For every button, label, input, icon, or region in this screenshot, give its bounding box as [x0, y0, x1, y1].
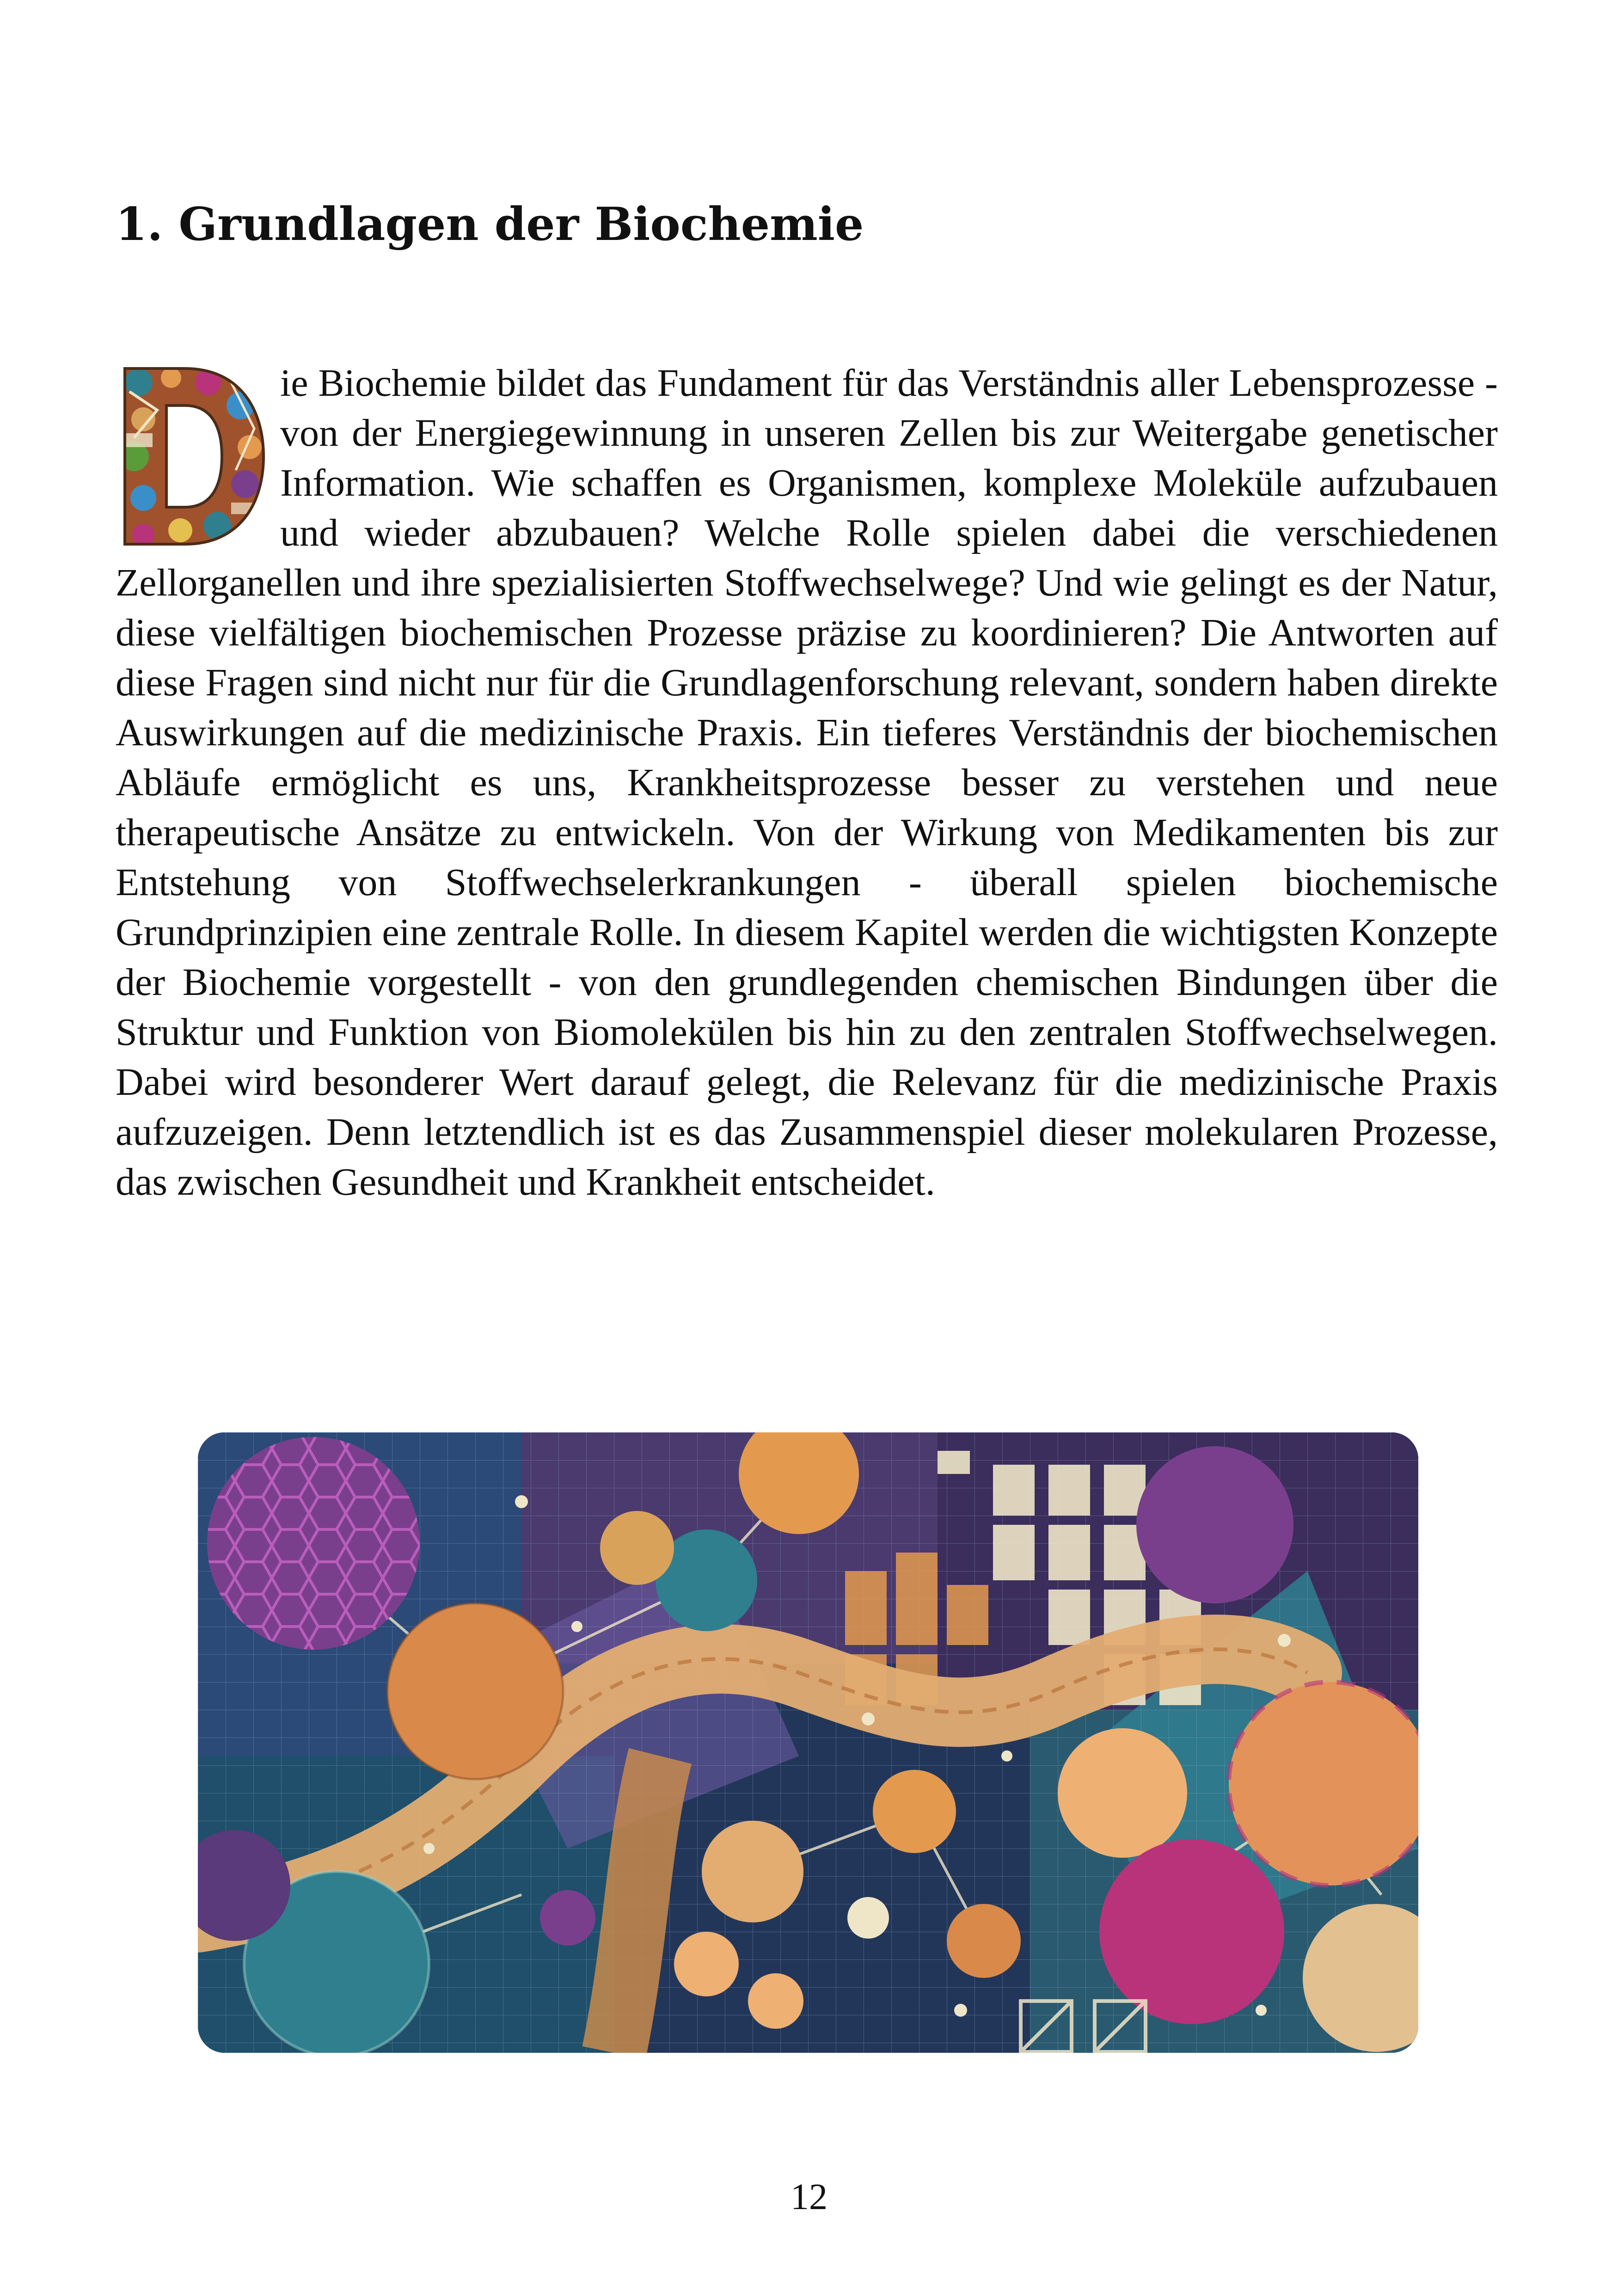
page-number: 12: [791, 2177, 827, 2217]
body-paragraph: [116, 358, 1498, 1207]
chapter-title: 1. Grundlagen der Biochemie: [116, 198, 864, 251]
paragraph-text: ie Biochemie bildet das Fundament für das Verständnis aller Lebensprozesse - von der Energiegewinnung in unseren Zellen bis zur Weitergabe genetischer Information. Wie schaffen es Organismen, komplexe Moleküle aufzubauen und wieder abzubauen? Welche Rolle spielen dabei die verschiedenen Zellorganellen und ihre spezialisierten Stoffwechselwege? Und wie gelingt es der Natur, diese vielfältigen biochemischen Prozesse präzise zu koordinieren? Die Antworten auf diese Fragen sind nicht nur für die Grundlagenforschung relevant, sondern haben direkte Auswirkungen auf die medizinische Praxis. Ein tieferes Verständnis der biochemischen Abläufe ermöglicht es uns, Krankheitsprozesse besser zu verstehen und neue therapeutische Ansätze zu entwickeln. Von der Wirkung von Medikamenten bis zur Entstehung von Stoffwechselerkrankungen - überall spielen biochemische Grundprinzipien eine zentrale Rolle. In diesem Kapitel werden die wichtigsten Konzepte der Biochemie vorgestellt - von den grundlegenden chemischen Bindungen über die Struktur und Funktion von Biomolekülen bis hin zu den zentralen Stoffwechselwegen. Dabei wird besonderer Wert darauf gelegt, die Relevanz für die medizinische Praxis aufzuzeigen. Denn letztendlich ist es das Zusammenspiel dieser molekularen Prozesse, das zwischen Gesundheit und Krankheit entscheidet.: [116, 362, 1498, 1203]
abstract-molecules-illustration: [198, 1432, 1418, 2053]
dropcap-d-icon: [116, 364, 268, 549]
